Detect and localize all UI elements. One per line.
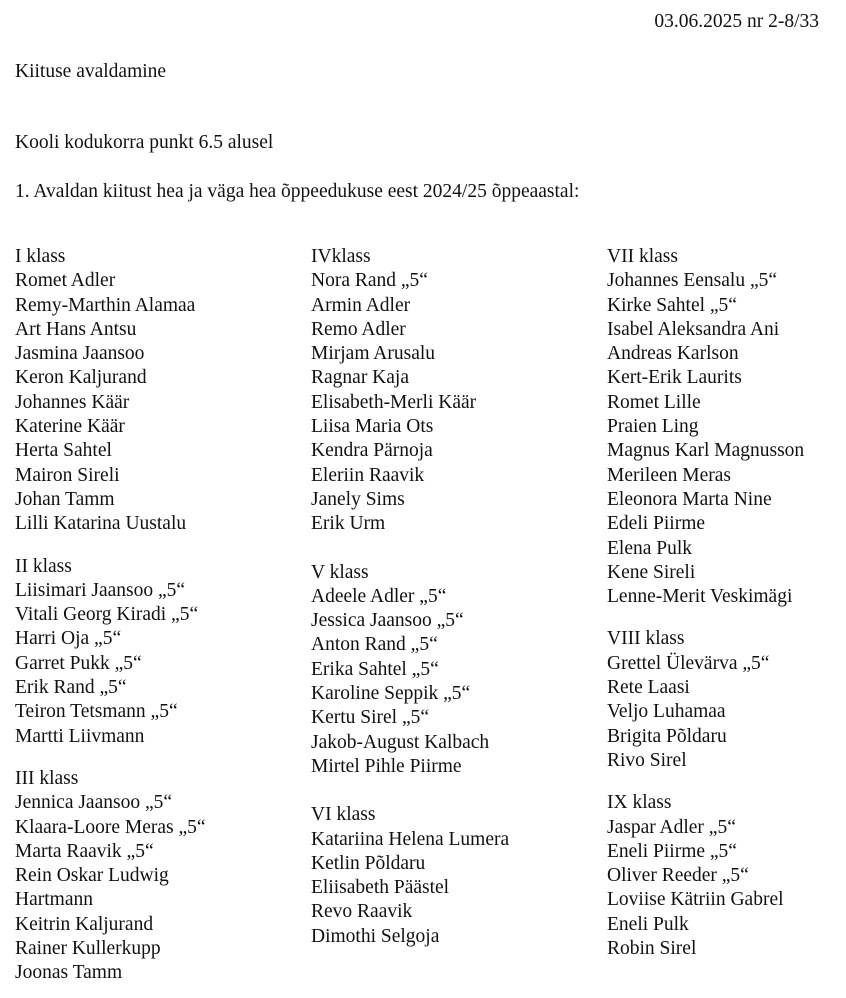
student-name: Erika Sahtel „5“: [311, 658, 439, 680]
student-name: Kene Sireli: [607, 561, 696, 583]
class-group: [311, 561, 606, 780]
class-column-3: [607, 245, 846, 961]
student-name: Karoline Seppik „5“: [311, 683, 471, 705]
student-name: Eleonora Marta Nine: [607, 488, 772, 510]
student-name: Merileen Meras: [607, 464, 731, 486]
student-name: Ragnar Kaja: [311, 367, 409, 389]
class-heading: V klass: [311, 561, 369, 583]
student-name: Isabel Aleksandra Ani: [607, 318, 780, 340]
student-name: Eleriin Raavik: [311, 464, 425, 486]
student-name: Kendra Pärnoja: [311, 440, 433, 462]
student-name: Vitali Georg Kiradi „5“: [15, 604, 199, 626]
class-group: [607, 627, 846, 773]
student-name: Veljo Luhamaa: [607, 701, 726, 723]
class-group: [15, 767, 310, 986]
student-name: Keron Kaljurand: [15, 367, 147, 389]
student-name: Johannes Eensalu „5“: [607, 270, 778, 292]
student-name: Erik Rand „5“: [15, 677, 127, 699]
student-name: Andreas Karlson: [607, 343, 739, 365]
class-heading: IVklass: [311, 246, 371, 267]
student-name: Jennica Jaansoo „5“: [15, 792, 173, 814]
student-name: Jessica Jaansoo „5“: [311, 610, 464, 632]
student-name: Jaspar Adler „5“: [607, 816, 736, 838]
student-name: Revo Raavik: [311, 901, 413, 923]
student-name: Remy-Marthin Alamaa: [15, 294, 196, 316]
student-name: Anton Rand „5“: [311, 634, 438, 656]
student-name: Lenne-Merit Veskimägi: [607, 586, 793, 608]
student-name: Katariina Helena Lumera: [311, 828, 510, 850]
student-name: Rete Laasi: [607, 677, 690, 699]
class-heading: I klass: [15, 246, 66, 267]
student-name: Erik Urm: [311, 513, 386, 535]
document-intro-paragraph: 1. Avaldan kiitust hea ja väga hea õppeedukuse eest 2024/25 õppeaastal:: [15, 181, 580, 202]
student-name: Adeele Adler „5“: [311, 585, 447, 607]
student-name: Hartmann: [15, 889, 93, 911]
class-group: [15, 245, 310, 537]
class-heading: VI klass: [311, 804, 376, 826]
student-name: Klaara-Loore Meras „5“: [15, 816, 206, 838]
student-name: Ketlin Põldaru: [311, 852, 426, 874]
student-name: Elisabeth-Merli Käär: [311, 391, 477, 413]
student-name: Edeli Piirme: [607, 513, 706, 535]
student-name: Lilli Katarina Uustalu: [15, 513, 187, 535]
student-name: Rainer Kullerkupp: [15, 938, 161, 960]
student-name: Jasmina Jaansoo: [15, 343, 145, 365]
class-column-2: [311, 245, 606, 949]
student-name: Jakob-August Kalbach: [311, 731, 490, 753]
document-date-number: 03.06.2025 nr 2-8/33: [654, 11, 819, 32]
class-column-1: [15, 245, 310, 986]
student-name: Remo Adler: [311, 318, 406, 340]
student-name: Grettel Ülevärva „5“: [607, 652, 770, 674]
student-name: Harri Oja „5“: [15, 628, 122, 650]
student-name: Rivo Sirel: [607, 749, 687, 771]
class-group: [607, 791, 846, 961]
student-name: Mairon Sireli: [15, 464, 120, 486]
student-name: Rein Oskar Ludwig: [15, 865, 169, 887]
student-name: Nora Rand „5“: [311, 270, 428, 292]
student-name: Mirtel Pihle Piirme: [311, 755, 462, 777]
student-name: Romet Lille: [607, 391, 701, 413]
student-name: Brigita Põldaru: [607, 725, 727, 747]
student-name: Keitrin Kaljurand: [15, 913, 154, 935]
student-name: Joonas Tamm: [15, 962, 123, 984]
class-heading: III klass: [15, 767, 79, 789]
student-name: Garret Pukk „5“: [15, 652, 142, 674]
class-heading: II klass: [15, 555, 72, 577]
class-group: [15, 555, 310, 749]
student-name: Robin Sirel: [607, 938, 697, 960]
student-name: Oliver Reeder „5“: [607, 865, 749, 887]
student-name: Kert-Erik Laurits: [607, 367, 742, 389]
student-name: Loviise Kätriin Gabrel: [607, 889, 784, 911]
class-group: [607, 245, 846, 609]
student-name: Liisa Maria Ots: [311, 416, 434, 438]
student-name: Eliisabeth Päästel: [311, 877, 450, 899]
student-name: Janely Sims: [311, 488, 405, 510]
student-name: Katerine Käär: [15, 416, 125, 438]
student-name: Teiron Tetsmann „5“: [15, 701, 178, 723]
student-name: Praien Ling: [607, 416, 699, 438]
class-heading: VIII klass: [607, 628, 685, 650]
student-name: Kirke Sahtel „5“: [607, 294, 737, 316]
student-name: Martti Liivmann: [15, 725, 145, 747]
student-name: Armin Adler: [311, 294, 411, 316]
student-name: Eneli Pulk: [607, 913, 689, 935]
document-title: Kiituse avaldamine: [15, 61, 167, 82]
student-name: Art Hans Antsu: [15, 318, 137, 340]
student-name: Johan Tamm: [15, 488, 115, 510]
student-name: Mirjam Arusalu: [311, 343, 436, 365]
class-group: [311, 245, 606, 537]
student-name: Eneli Piirme „5“: [607, 840, 737, 862]
class-heading: VII klass: [607, 246, 678, 267]
student-name: Kertu Sirel „5“: [311, 707, 430, 729]
student-name: Romet Adler: [15, 270, 116, 292]
class-heading: IX klass: [607, 792, 672, 814]
student-name: Magnus Karl Magnusson: [607, 440, 805, 462]
student-name: Johannes Käär: [15, 391, 130, 413]
document-basis: Kooli kodukorra punkt 6.5 alusel: [15, 132, 274, 153]
student-name: Marta Raavik „5“: [15, 840, 154, 862]
student-name: Elena Pulk: [607, 537, 693, 559]
student-name: Herta Sahtel: [15, 440, 112, 462]
student-name: Dimothi Selgoja: [311, 925, 440, 947]
class-group: [311, 803, 606, 949]
student-name: Liisimari Jaansoo „5“: [15, 579, 186, 601]
